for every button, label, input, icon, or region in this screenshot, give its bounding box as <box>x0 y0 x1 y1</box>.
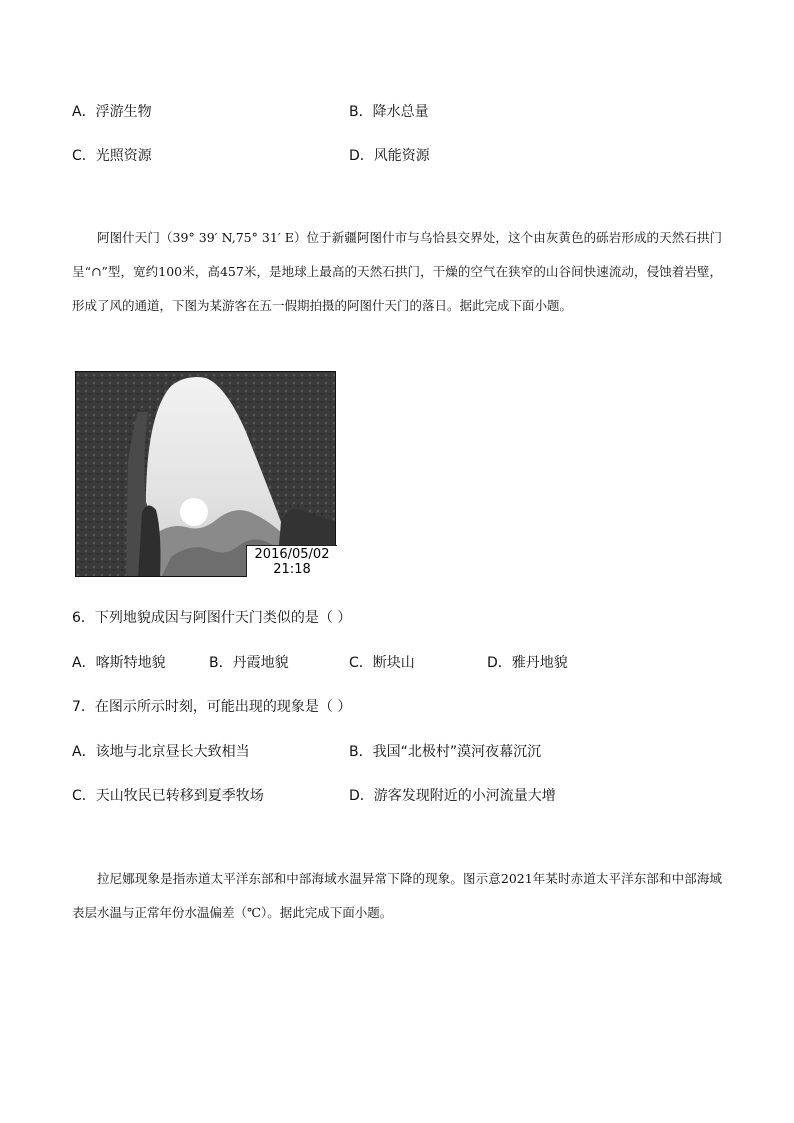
q7-option-d: D．游客发现附近的小河流量大增 <box>349 788 556 804</box>
passage-atushi-tianmen <box>72 221 722 323</box>
photo-time: 21:18 <box>273 562 311 577</box>
passage-la-nina <box>72 862 722 930</box>
q5-option-b: B．降水总量 <box>349 104 429 120</box>
q6-option-b: B．丹霞地貌 <box>209 655 289 671</box>
q6-option-c: C．断块山 <box>349 655 415 671</box>
q7-option-b: B．我国“北极村”漠河夜幕沉沉 <box>349 744 542 760</box>
q5-option-a: A．浮游生物 <box>72 104 152 120</box>
photo-date: 2016/05/02 <box>254 547 330 562</box>
photo-timestamp <box>246 545 337 577</box>
q6-option-d: D．雅丹地貌 <box>487 655 568 671</box>
q7-option-a: A．该地与北京昼长大致相当 <box>72 744 250 760</box>
q7-stem: 7．在图示所示时刻，可能出现的现象是（ ） <box>72 699 352 715</box>
passage-la-nina-text: 拉尼娜现象是指赤道太平洋东部和中部海域水温异常下降的现象。图示意2021年某时赤道太平洋东部和中部海域表层水温与正常年份水温偏差（℃）。据此完成下面小题。 <box>72 871 722 920</box>
q5-option-c: C．光照资源 <box>72 148 152 164</box>
q6-stem: 6．下列地貌成因与阿图什天门类似的是（ ） <box>72 610 352 626</box>
q7-option-c: C．天山牧民已转移到夏季牧场 <box>72 788 264 804</box>
q5-option-d: D．风能资源 <box>349 148 430 164</box>
passage-atushi-text: 阿图什天门（39° 39′ N,75° 31′ E）位于新疆阿图什市与乌恰县交界处，这个由灰黄色的砾岩形成的天然石拱门呈“∩”型，宽约100米，高457米，是地球上最高的天然石拱门，干燥的空气在狭窄的山谷间快速流动，侵蚀着岩壁，形成了风的通道，下图为某游客在五一假期拍摄的阿图什天门的落日。据此完成下面小题。 <box>72 230 722 313</box>
q6-option-a: A．喀斯特地貌 <box>72 655 166 671</box>
